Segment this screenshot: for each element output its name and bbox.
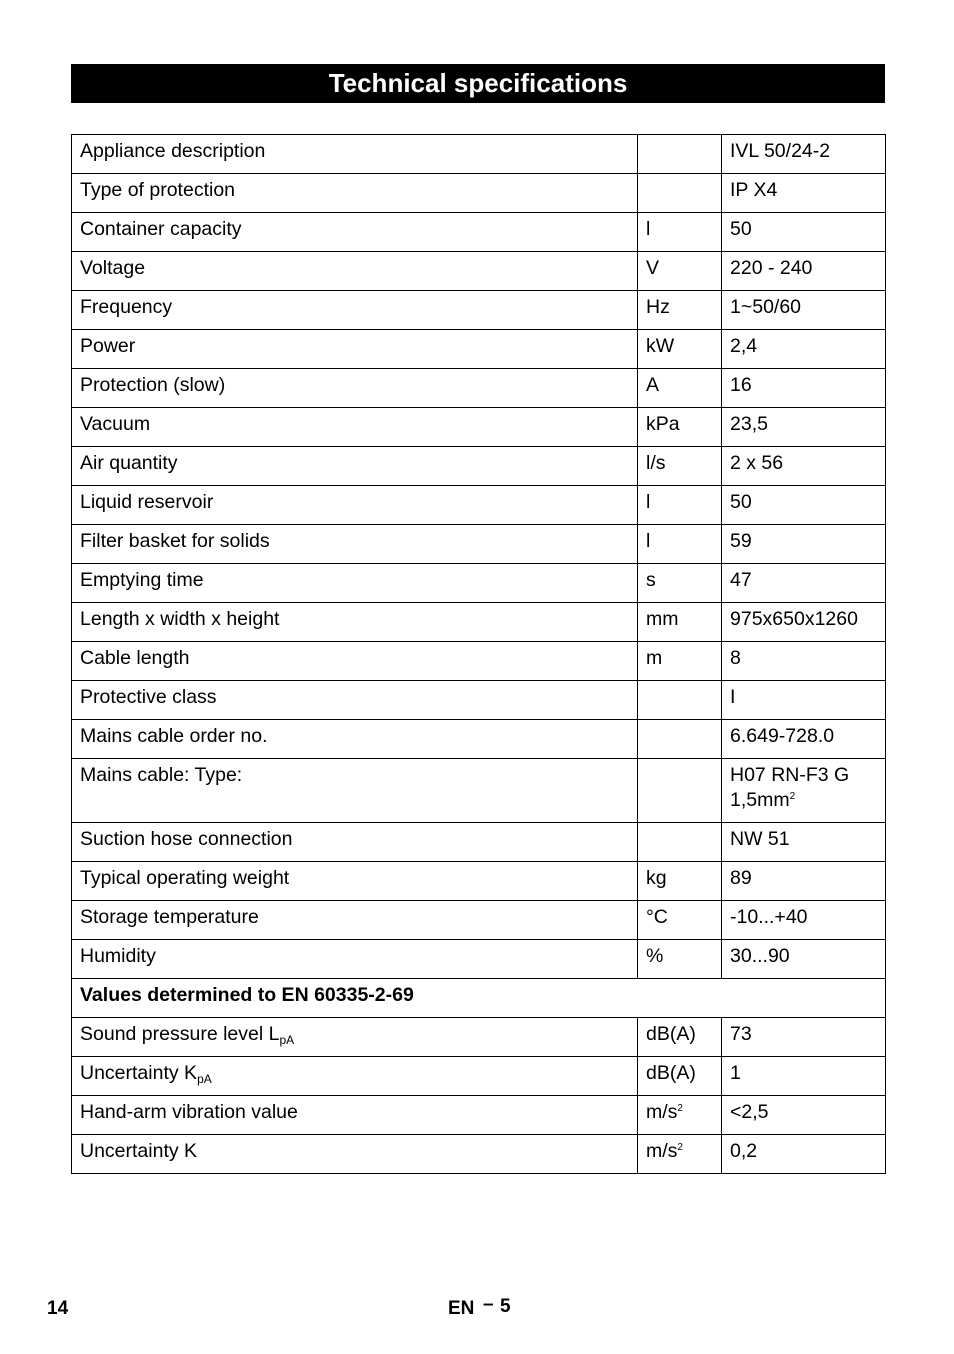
table-row (72, 1057, 886, 1096)
spec-unit: l (638, 213, 722, 252)
spec-label: Mains cable: Type: (72, 759, 638, 823)
spec-label: Protective class (72, 681, 638, 720)
spec-unit: m (638, 642, 722, 681)
spec-value: 0,2 (722, 1135, 886, 1174)
spec-label: Emptying time (72, 564, 638, 603)
superscript: 2 (789, 791, 796, 802)
spec-unit (638, 720, 722, 759)
spec-label: Typical operating weight (72, 862, 638, 901)
footer-language: EN (448, 1298, 475, 1319)
spec-value: 50 (722, 213, 886, 252)
subscript: pA (197, 1072, 212, 1086)
spec-label: Humidity (72, 940, 638, 979)
table-row (72, 681, 886, 720)
spec-unit-text: m/s (646, 1140, 678, 1162)
spec-value: 73 (722, 1018, 886, 1057)
spec-value-line2: 1,5mm (730, 789, 790, 811)
spec-value: NW 51 (722, 823, 886, 862)
spec-unit (638, 1096, 722, 1135)
spec-label: Liquid reservoir (72, 486, 638, 525)
spec-label: Container capacity (72, 213, 638, 252)
table-row (72, 408, 886, 447)
spec-value: 59 (722, 525, 886, 564)
spec-unit (638, 759, 722, 823)
spec-unit: mm (638, 603, 722, 642)
spec-label: Protection (slow) (72, 369, 638, 408)
spec-unit (638, 681, 722, 720)
section-heading: Values determined to EN 60335-2-69 (72, 979, 886, 1018)
spec-value: 1~50/60 (722, 291, 886, 330)
table-row (72, 603, 886, 642)
superscript: 2 (677, 1103, 683, 1114)
section-heading-row (72, 979, 886, 1018)
spec-value: 975x650x1260 (722, 603, 886, 642)
spec-unit: A (638, 369, 722, 408)
spec-unit: l (638, 525, 722, 564)
table-row (72, 940, 886, 979)
spec-label: Length x width x height (72, 603, 638, 642)
spec-value: 47 (722, 564, 886, 603)
specifications-table (71, 134, 886, 1174)
spec-unit (638, 174, 722, 213)
spec-unit: dB(A) (638, 1057, 722, 1096)
footer-section-page: 5 (500, 1296, 511, 1317)
spec-value: <2,5 (722, 1096, 886, 1135)
spec-label: Hand-arm vibration value (72, 1096, 638, 1135)
table-row (72, 486, 886, 525)
table-row (72, 901, 886, 940)
table-row (72, 213, 886, 252)
spec-value: 220 - 240 (722, 252, 886, 291)
spec-unit: kg (638, 862, 722, 901)
spec-label: Appliance description (72, 135, 638, 174)
spec-value (722, 759, 886, 823)
spec-label: Voltage (72, 252, 638, 291)
spec-unit: Hz (638, 291, 722, 330)
spec-label-text: Uncertainty K (80, 1062, 198, 1084)
spec-unit (638, 135, 722, 174)
superscript: 2 (677, 1142, 683, 1153)
table-row (72, 447, 886, 486)
table-row (72, 642, 886, 681)
spec-label: Cable length (72, 642, 638, 681)
spec-label-text: Sound pressure level L (80, 1023, 280, 1045)
spec-value: 2 x 56 (722, 447, 886, 486)
page-number: 14 (47, 1298, 69, 1319)
table-row (72, 1018, 886, 1057)
spec-label: Storage temperature (72, 901, 638, 940)
spec-label (72, 1018, 638, 1057)
spec-label: Uncertainty K (72, 1135, 638, 1174)
table-row (72, 135, 886, 174)
spec-value: 50 (722, 486, 886, 525)
spec-unit: dB(A) (638, 1018, 722, 1057)
spec-label: Filter basket for solids (72, 525, 638, 564)
table-row (72, 759, 886, 823)
footer-separator: – (483, 1294, 494, 1315)
spec-label (72, 1057, 638, 1096)
spec-value: 30...90 (722, 940, 886, 979)
table-row (72, 252, 886, 291)
spec-unit: % (638, 940, 722, 979)
spec-unit: V (638, 252, 722, 291)
spec-value: 6.649-728.0 (722, 720, 886, 759)
spec-label: Frequency (72, 291, 638, 330)
table-row (72, 369, 886, 408)
table-row (72, 174, 886, 213)
table-row (72, 823, 886, 862)
spec-value: IP X4 (722, 174, 886, 213)
spec-value: 23,5 (722, 408, 886, 447)
spec-label: Vacuum (72, 408, 638, 447)
page-title: Technical specifications (71, 64, 885, 103)
spec-label: Mains cable order no. (72, 720, 638, 759)
spec-value: 2,4 (722, 330, 886, 369)
spec-unit (638, 823, 722, 862)
spec-value: 1 (722, 1057, 886, 1096)
spec-unit: kPa (638, 408, 722, 447)
spec-value: IVL 50/24-2 (722, 135, 886, 174)
table-row (72, 291, 886, 330)
spec-label: Air quantity (72, 447, 638, 486)
table-row (72, 1096, 886, 1135)
table-row (72, 564, 886, 603)
spec-value: I (722, 681, 886, 720)
spec-unit: l (638, 486, 722, 525)
table-row (72, 720, 886, 759)
spec-label: Type of protection (72, 174, 638, 213)
spec-value: -10...+40 (722, 901, 886, 940)
spec-label: Power (72, 330, 638, 369)
table-row (72, 330, 886, 369)
spec-value: 89 (722, 862, 886, 901)
spec-label: Suction hose connection (72, 823, 638, 862)
table-row (72, 525, 886, 564)
spec-unit: s (638, 564, 722, 603)
spec-unit: kW (638, 330, 722, 369)
subscript: pA (279, 1033, 295, 1047)
spec-unit: l/s (638, 447, 722, 486)
spec-value: 8 (722, 642, 886, 681)
spec-unit (638, 1135, 722, 1174)
spec-value: 16 (722, 369, 886, 408)
table-row (72, 862, 886, 901)
spec-unit: °C (638, 901, 722, 940)
spec-unit-text: m/s (646, 1101, 678, 1123)
table-row (72, 1135, 886, 1174)
spec-value-line1: H07 RN-F3 G (730, 764, 850, 786)
